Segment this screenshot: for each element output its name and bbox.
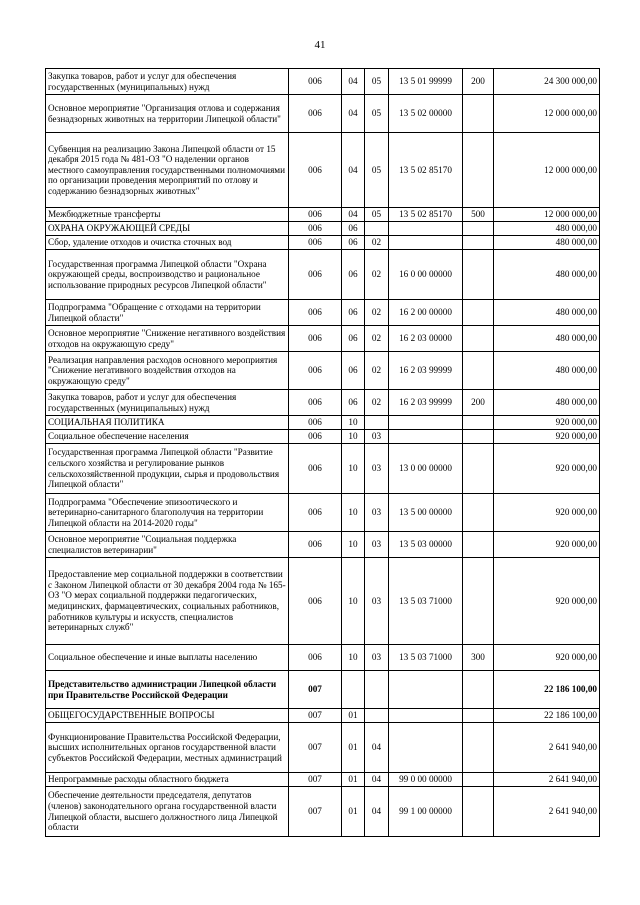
row-admin-code: 006 [289,236,342,250]
row-name: ОБЩЕГОСУДАРСТВЕННЫЕ ВОПРОСЫ [46,709,289,723]
table-row [46,723,600,773]
row-expense-type [463,352,494,390]
row-admin-code: 006 [289,222,342,236]
row-name: Основное мероприятие "Социальная поддержка специалистов ветеринарии" [46,532,289,558]
row-subsection: 02 [365,300,389,326]
row-section: 06 [342,300,365,326]
row-admin-code: 007 [289,723,342,773]
row-section: 01 [342,709,365,723]
row-expense-type [463,787,494,837]
row-name: Межбюджетные трансферты [46,208,289,222]
row-subsection: 02 [365,236,389,250]
table-row [46,773,600,787]
row-section: 10 [342,444,365,494]
row-admin-code: 006 [289,416,342,430]
row-section: 04 [342,208,365,222]
row-name: Обеспечение деятельности председателя, депутатов (членов) законодательного органа государственной власти Липецкой области, высшего должностного лица Липецкой области [46,787,289,837]
row-target-article: 13 5 03 71000 [389,645,463,671]
row-target-article: 16 0 00 00000 [389,250,463,300]
row-expense-type: 200 [463,69,494,95]
row-target-article: 16 2 00 00000 [389,300,463,326]
row-target-article: 16 2 03 00000 [389,326,463,352]
row-expense-type: 300 [463,645,494,671]
row-expense-type [463,709,494,723]
budget-table [45,68,600,837]
row-amount: 480 000,00 [494,352,600,390]
row-expense-type [463,236,494,250]
table-row [46,444,600,494]
row-section: 01 [342,787,365,837]
row-target-article [389,671,463,709]
row-target-article: 13 5 02 85170 [389,133,463,208]
row-name: Социальное обеспечение и иные выплаты населению [46,645,289,671]
row-target-article: 13 5 00 00000 [389,494,463,532]
row-expense-type [463,133,494,208]
row-target-article: 16 2 03 99999 [389,390,463,416]
row-expense-type [463,558,494,645]
row-amount: 24 300 000,00 [494,69,600,95]
row-subsection: 05 [365,133,389,208]
row-admin-code: 006 [289,645,342,671]
row-admin-code: 006 [289,494,342,532]
row-target-article [389,430,463,444]
row-section: 10 [342,532,365,558]
row-amount: 480 000,00 [494,300,600,326]
row-amount: 12 000 000,00 [494,133,600,208]
row-amount: 12 000 000,00 [494,208,600,222]
row-subsection: 03 [365,532,389,558]
row-admin-code: 007 [289,709,342,723]
row-name: Государственная программа Липецкой области "Развитие сельского хозяйства и регулирование рынков сельскохозяйственной продукции, сырья и продовольствия Липецкой области" [46,444,289,494]
row-admin-code: 007 [289,773,342,787]
row-target-article [389,222,463,236]
table-row [46,709,600,723]
table-row [46,558,600,645]
row-admin-code: 006 [289,444,342,494]
row-section: 06 [342,326,365,352]
table-row [46,326,600,352]
row-name: Подпрограмма "Обращение с отходами на территории Липецкой области" [46,300,289,326]
row-expense-type [463,326,494,352]
row-subsection: 04 [365,787,389,837]
row-section: 10 [342,645,365,671]
row-expense-type [463,494,494,532]
table-row [46,532,600,558]
row-section [342,671,365,709]
row-name: Государственная программа Липецкой области "Охрана окружающей среды, воспроизводство и рациональное использование природных ресурсов Липецкой области" [46,250,289,300]
table-row [46,95,600,133]
row-target-article [389,709,463,723]
row-target-article: 13 5 01 99999 [389,69,463,95]
row-expense-type [463,773,494,787]
row-target-article: 13 5 02 00000 [389,95,463,133]
row-subsection [365,671,389,709]
row-target-article: 99 0 00 00000 [389,773,463,787]
budget-table-body [46,69,600,837]
row-amount: 480 000,00 [494,236,600,250]
row-target-article: 13 0 00 00000 [389,444,463,494]
table-row [46,69,600,95]
row-amount: 920 000,00 [494,558,600,645]
row-amount: 920 000,00 [494,430,600,444]
row-section: 06 [342,222,365,236]
row-subsection: 02 [365,390,389,416]
row-name: Закупка товаров, работ и услуг для обеспечения государственных (муниципальных) нужд [46,390,289,416]
row-expense-type [463,532,494,558]
table-row [46,671,600,709]
row-subsection: 05 [365,69,389,95]
row-subsection: 05 [365,208,389,222]
row-target-article [389,416,463,430]
row-name: Представительство администрации Липецкой области при Правительстве Российской Федерации [46,671,289,709]
row-target-article [389,723,463,773]
row-section: 10 [342,494,365,532]
row-subsection: 03 [365,645,389,671]
row-admin-code: 006 [289,532,342,558]
row-subsection [365,416,389,430]
row-section: 06 [342,390,365,416]
row-admin-code: 006 [289,300,342,326]
row-section: 04 [342,95,365,133]
table-row [46,430,600,444]
row-expense-type [463,222,494,236]
table-row [46,222,600,236]
row-subsection: 04 [365,773,389,787]
row-amount: 920 000,00 [494,416,600,430]
row-amount: 920 000,00 [494,645,600,671]
row-subsection: 03 [365,494,389,532]
row-expense-type [463,250,494,300]
row-admin-code: 006 [289,69,342,95]
row-amount: 2 641 940,00 [494,773,600,787]
row-name: Социальное обеспечение населения [46,430,289,444]
row-expense-type [463,671,494,709]
row-amount: 22 186 100,00 [494,671,600,709]
row-amount: 2 641 940,00 [494,723,600,773]
row-target-article: 99 1 00 00000 [389,787,463,837]
row-amount: 2 641 940,00 [494,787,600,837]
row-admin-code: 006 [289,558,342,645]
row-admin-code: 007 [289,787,342,837]
row-amount: 480 000,00 [494,390,600,416]
row-target-article: 13 5 03 71000 [389,558,463,645]
row-name: Реализация направления расходов основного мероприятия "Снижение негативного воздействия отходов на окружающую среду" [46,352,289,390]
row-name: СОЦИАЛЬНАЯ ПОЛИТИКА [46,416,289,430]
page-number: 41 [314,39,326,51]
row-expense-type [463,416,494,430]
row-subsection: 02 [365,352,389,390]
table-row [46,208,600,222]
row-subsection: 05 [365,95,389,133]
row-target-article: 13 5 02 85170 [389,208,463,222]
row-subsection: 02 [365,250,389,300]
row-expense-type [463,95,494,133]
table-row [46,352,600,390]
row-expense-type [463,444,494,494]
row-section: 01 [342,723,365,773]
row-admin-code: 006 [289,430,342,444]
row-name: Непрограммные расходы областного бюджета [46,773,289,787]
row-admin-code: 006 [289,250,342,300]
row-section: 04 [342,69,365,95]
row-admin-code: 006 [289,390,342,416]
table-row [46,787,600,837]
row-expense-type [463,723,494,773]
row-amount: 920 000,00 [494,444,600,494]
row-section: 10 [342,416,365,430]
row-name: Закупка товаров, работ и услуг для обеспечения государственных (муниципальных) нужд [46,69,289,95]
row-subsection: 02 [365,326,389,352]
row-name: Предоставление мер социальной поддержки в соответствии с Законом Липецкой области от 30 декабря 2004 года № 165-ОЗ "О мерах социальной поддержки педагогических, медицинских, фармацевтических, социальных работников, работников культуры и искусств, специалистов ветеринарных служб" [46,558,289,645]
row-section: 10 [342,558,365,645]
row-section: 06 [342,236,365,250]
row-name: Подпрограмма "Обеспечение эпизоотического и ветеринарно-санитарного благополучия на территории Липецкой области на 2014-2020 годы" [46,494,289,532]
row-name: Сбор, удаление отходов и очистка сточных вод [46,236,289,250]
row-target-article: 13 5 03 00000 [389,532,463,558]
row-admin-code: 006 [289,208,342,222]
row-subsection: 04 [365,723,389,773]
row-expense-type [463,430,494,444]
row-name: ОХРАНА ОКРУЖАЮЩЕЙ СРЕДЫ [46,222,289,236]
row-section: 10 [342,430,365,444]
table-row [46,133,600,208]
table-row [46,236,600,250]
table-row [46,416,600,430]
row-amount: 920 000,00 [494,494,600,532]
row-target-article: 16 2 03 99999 [389,352,463,390]
row-name: Функционирование Правительства Российской Федерации, высших исполнительных органов государственной власти субъектов Российской Федерации, местных администраций [46,723,289,773]
row-section: 06 [342,352,365,390]
row-name: Основное мероприятие "Снижение негативного воздействия отходов на окружающую среду" [46,326,289,352]
row-expense-type: 500 [463,208,494,222]
row-name: Субвенция на реализацию Закона Липецкой области от 15 декабря 2015 года № 481-ОЗ "О наделении органов местного самоуправления государственными полномочиями по организации проведения мероприятий по отлову и содержанию безнадзорных животных" [46,133,289,208]
row-admin-code: 006 [289,326,342,352]
row-admin-code: 006 [289,133,342,208]
table-row [46,300,600,326]
row-subsection: 03 [365,444,389,494]
row-subsection [365,222,389,236]
row-target-article [389,236,463,250]
row-subsection: 03 [365,558,389,645]
table-row [46,494,600,532]
row-amount: 480 000,00 [494,222,600,236]
row-amount: 12 000 000,00 [494,95,600,133]
row-admin-code: 006 [289,95,342,133]
row-amount: 22 186 100,00 [494,709,600,723]
row-subsection [365,709,389,723]
row-section: 01 [342,773,365,787]
row-expense-type [463,300,494,326]
row-amount: 480 000,00 [494,326,600,352]
row-admin-code: 007 [289,671,342,709]
row-section: 06 [342,250,365,300]
row-name: Основное мероприятие "Организация отлова и содержания безнадзорных животных на территории Липецкой области" [46,95,289,133]
row-amount: 920 000,00 [494,532,600,558]
row-subsection: 03 [365,430,389,444]
row-section: 04 [342,133,365,208]
row-expense-type: 200 [463,390,494,416]
row-admin-code: 006 [289,352,342,390]
table-row [46,645,600,671]
row-amount: 480 000,00 [494,250,600,300]
table-row [46,250,600,300]
table-row [46,390,600,416]
